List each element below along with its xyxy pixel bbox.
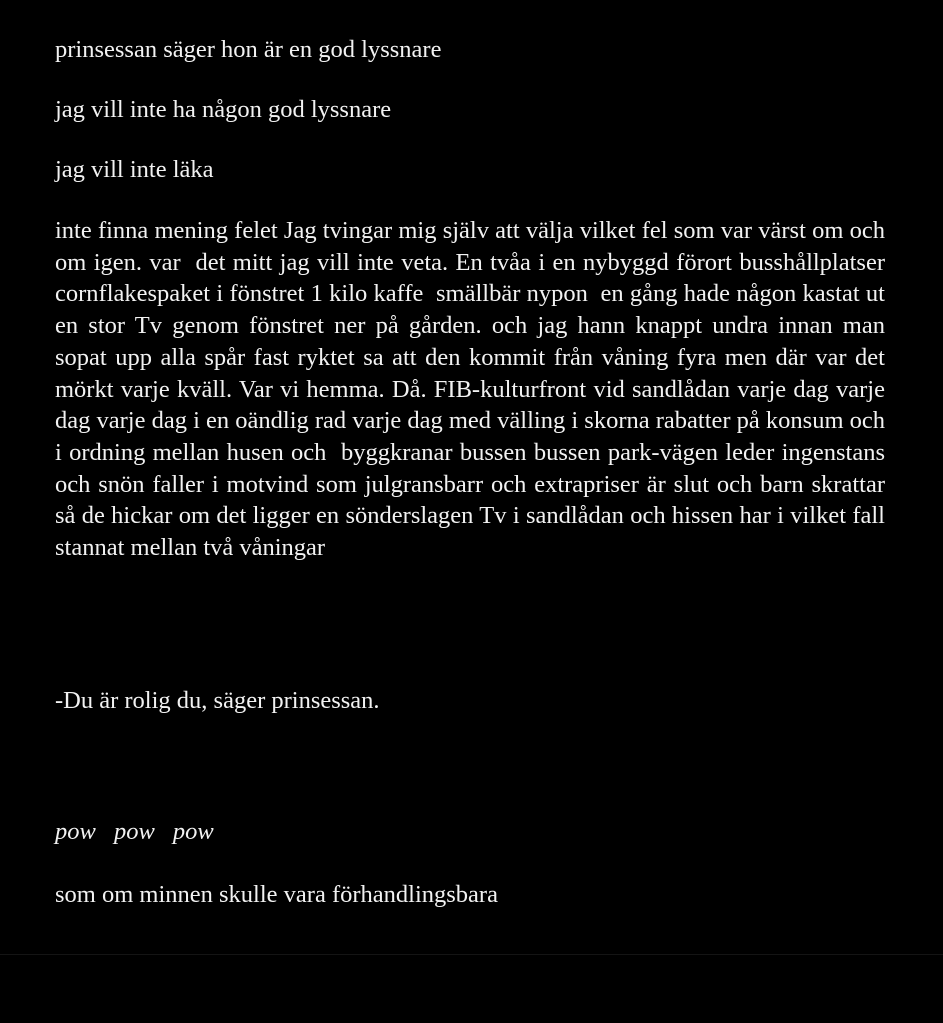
poem-final-line: som om minnen skulle vara förhandlingsbara <box>55 881 498 908</box>
poem-dialogue: -Du är rolig du, säger prinsessan. <box>55 687 380 714</box>
poem-line-3: jag vill inte läka <box>55 156 214 183</box>
poem-line-1: prinsessan säger hon är en god lyssnare <box>55 36 442 63</box>
page-divider <box>0 954 943 955</box>
poem-line-2: jag vill inte ha någon god lyssnare <box>55 96 392 123</box>
poem-italic-line: pow pow pow <box>55 818 214 845</box>
poem-paragraph: inte finna mening felet Jag tvingar mig själv att välja vilket fel som var värst om och om igen. var det mitt jag vill inte veta. En tvåa i en nybyggd förort busshållplatser cornflakespaket i fönstret 1 kilo kaffe smällbär nypon en gång hade någon kastat ut en stor Tv genom fönstret ner på gården. och jag hann knappt undra innan man sopat upp alla spår fast ryktet sa att den kommit från våning fyra men där var det mörkt varje kväll. Var vi hemma. Då. FIB-kulturfront vid sandlådan varje dag varje dag varje dag i en oändlig rad varje dag med välling i skorna rabatter på konsum och i ordning mellan husen och byggkranar bussen bussen park-vägen leder ingenstans och snön faller i motvind som julgransbarr och extrapriser är slut och barn skrattar så de hickar om det ligger en sönderslagen Tv i sandlådan och hissen har i vilket fall stannat mellan två våningar <box>55 217 892 562</box>
